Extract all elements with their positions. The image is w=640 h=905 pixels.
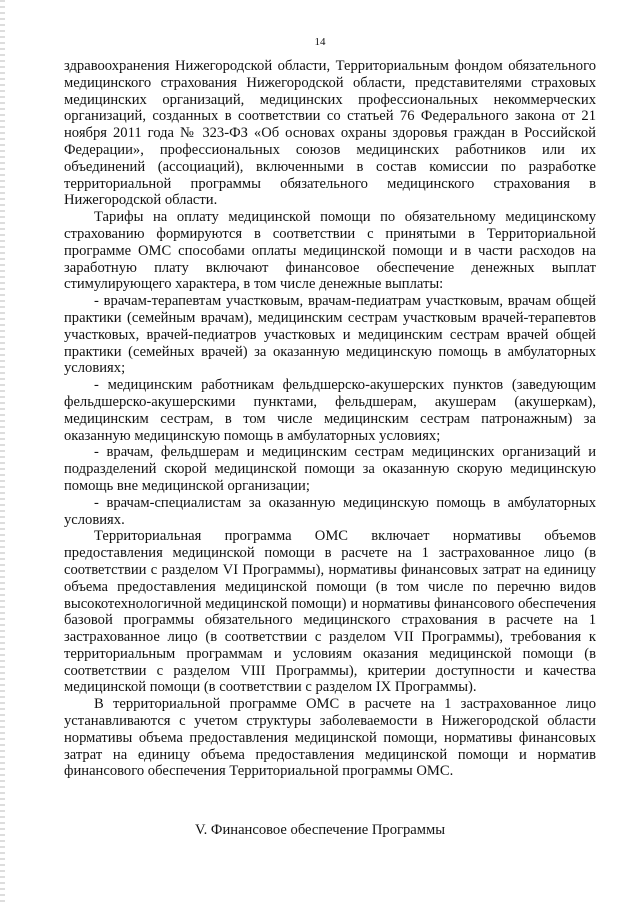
- section-title: V. Финансовое обеспечение Программы: [194, 822, 446, 838]
- document-body: [64, 58, 596, 780]
- paragraph: Тарифы на оплату медицинской помощи по обязательному медицинскому страхованию формируются в соответствии с принятыми в Территориальной программе ОМС способами оплаты медицинской помощи и в части расходов на заработную плату включают финансовое обеспечение денежных выплат стимулирующего характера, в том числе денежные выплаты:: [64, 209, 596, 293]
- page-number: 14: [314, 36, 326, 48]
- paragraph: Территориальная программа ОМС включает нормативы объемов предоставления медицинской помощи в расчете на 1 застрахованное лицо (в соответствии с разделом VI Программы), нормативы финансовых затрат на единицу объема предоставления медицинской помощи (в том числе по перечню видов высокотехнологичной медицинской помощи) и нормативы финансового обеспечения базовой программы обязательного медицинского страхования в расчете на 1 застрахованное лицо (в соответствии с разделом VII Программы), требования к территориальным программам и условиям оказания медицинской помощи (в соответствии с разделом VIII Программы), критерии доступности и качества медицинской помощи (в соответствии с разделом IX Программы).: [64, 528, 596, 696]
- paragraph: здравоохранения Нижегородской области, Территориальным фондом обязательного медицинского страхования Нижегородской области, представителями страховых медицинских организаций, медицинских профессиональных некоммерческих организаций, созданных в соответствии со статьей 76 Федерального закона от 21 ноября 2011 года № 323-ФЗ «Об основах охраны здоровья граждан в Российской Федерации», профессиональных союзов медицинских работников или их объединений (ассоциаций), включенными в состав комиссии по разработке территориальной программы обязательного медицинского страхования в Нижегородской области.: [64, 58, 596, 209]
- list-item: - медицинским работникам фельдшерско-акушерских пунктов (заведующим фельдшерско-акушерскими пунктами, фельдшерам, акушерам (акушеркам), медицинским сестрам, в том числе медицинским сестрам патронажным) за оказанную медицинскую помощь в амбулаторных условиях;: [64, 377, 596, 444]
- list-item: - врачам, фельдшерам и медицинским сестрам медицинских организаций и подразделений скорой медицинской помощи за оказанную скорую медицинскую помощь вне медицинской организации;: [64, 444, 596, 494]
- list-item: - врачам-специалистам за оказанную медицинскую помощь в амбулаторных условиях.: [64, 494, 596, 528]
- scan-edge: [0, 0, 5, 905]
- list-item: - врачам-терапевтам участковым, врачам-педиатрам участковым, врачам общей практики (семейным врачам), медицинским сестрам участковым врачей-терапевтов участковых, врачей-педиатров участковых и медицинским сестрам врачей общей практики (семейных врачей) за оказанную медицинскую помощь в амбулаторных условиях;: [64, 293, 596, 377]
- paragraph: В территориальной программе ОМС в расчете на 1 застрахованное лицо устанавливаются с учетом структуры заболеваемости в Нижегородской области нормативы объема предоставления медицинской помощи, нормативы финансовых затрат на единицу объема предоставления медицинской помощи и норматив финансового обеспечения Территориальной программы ОМС.: [64, 696, 596, 780]
